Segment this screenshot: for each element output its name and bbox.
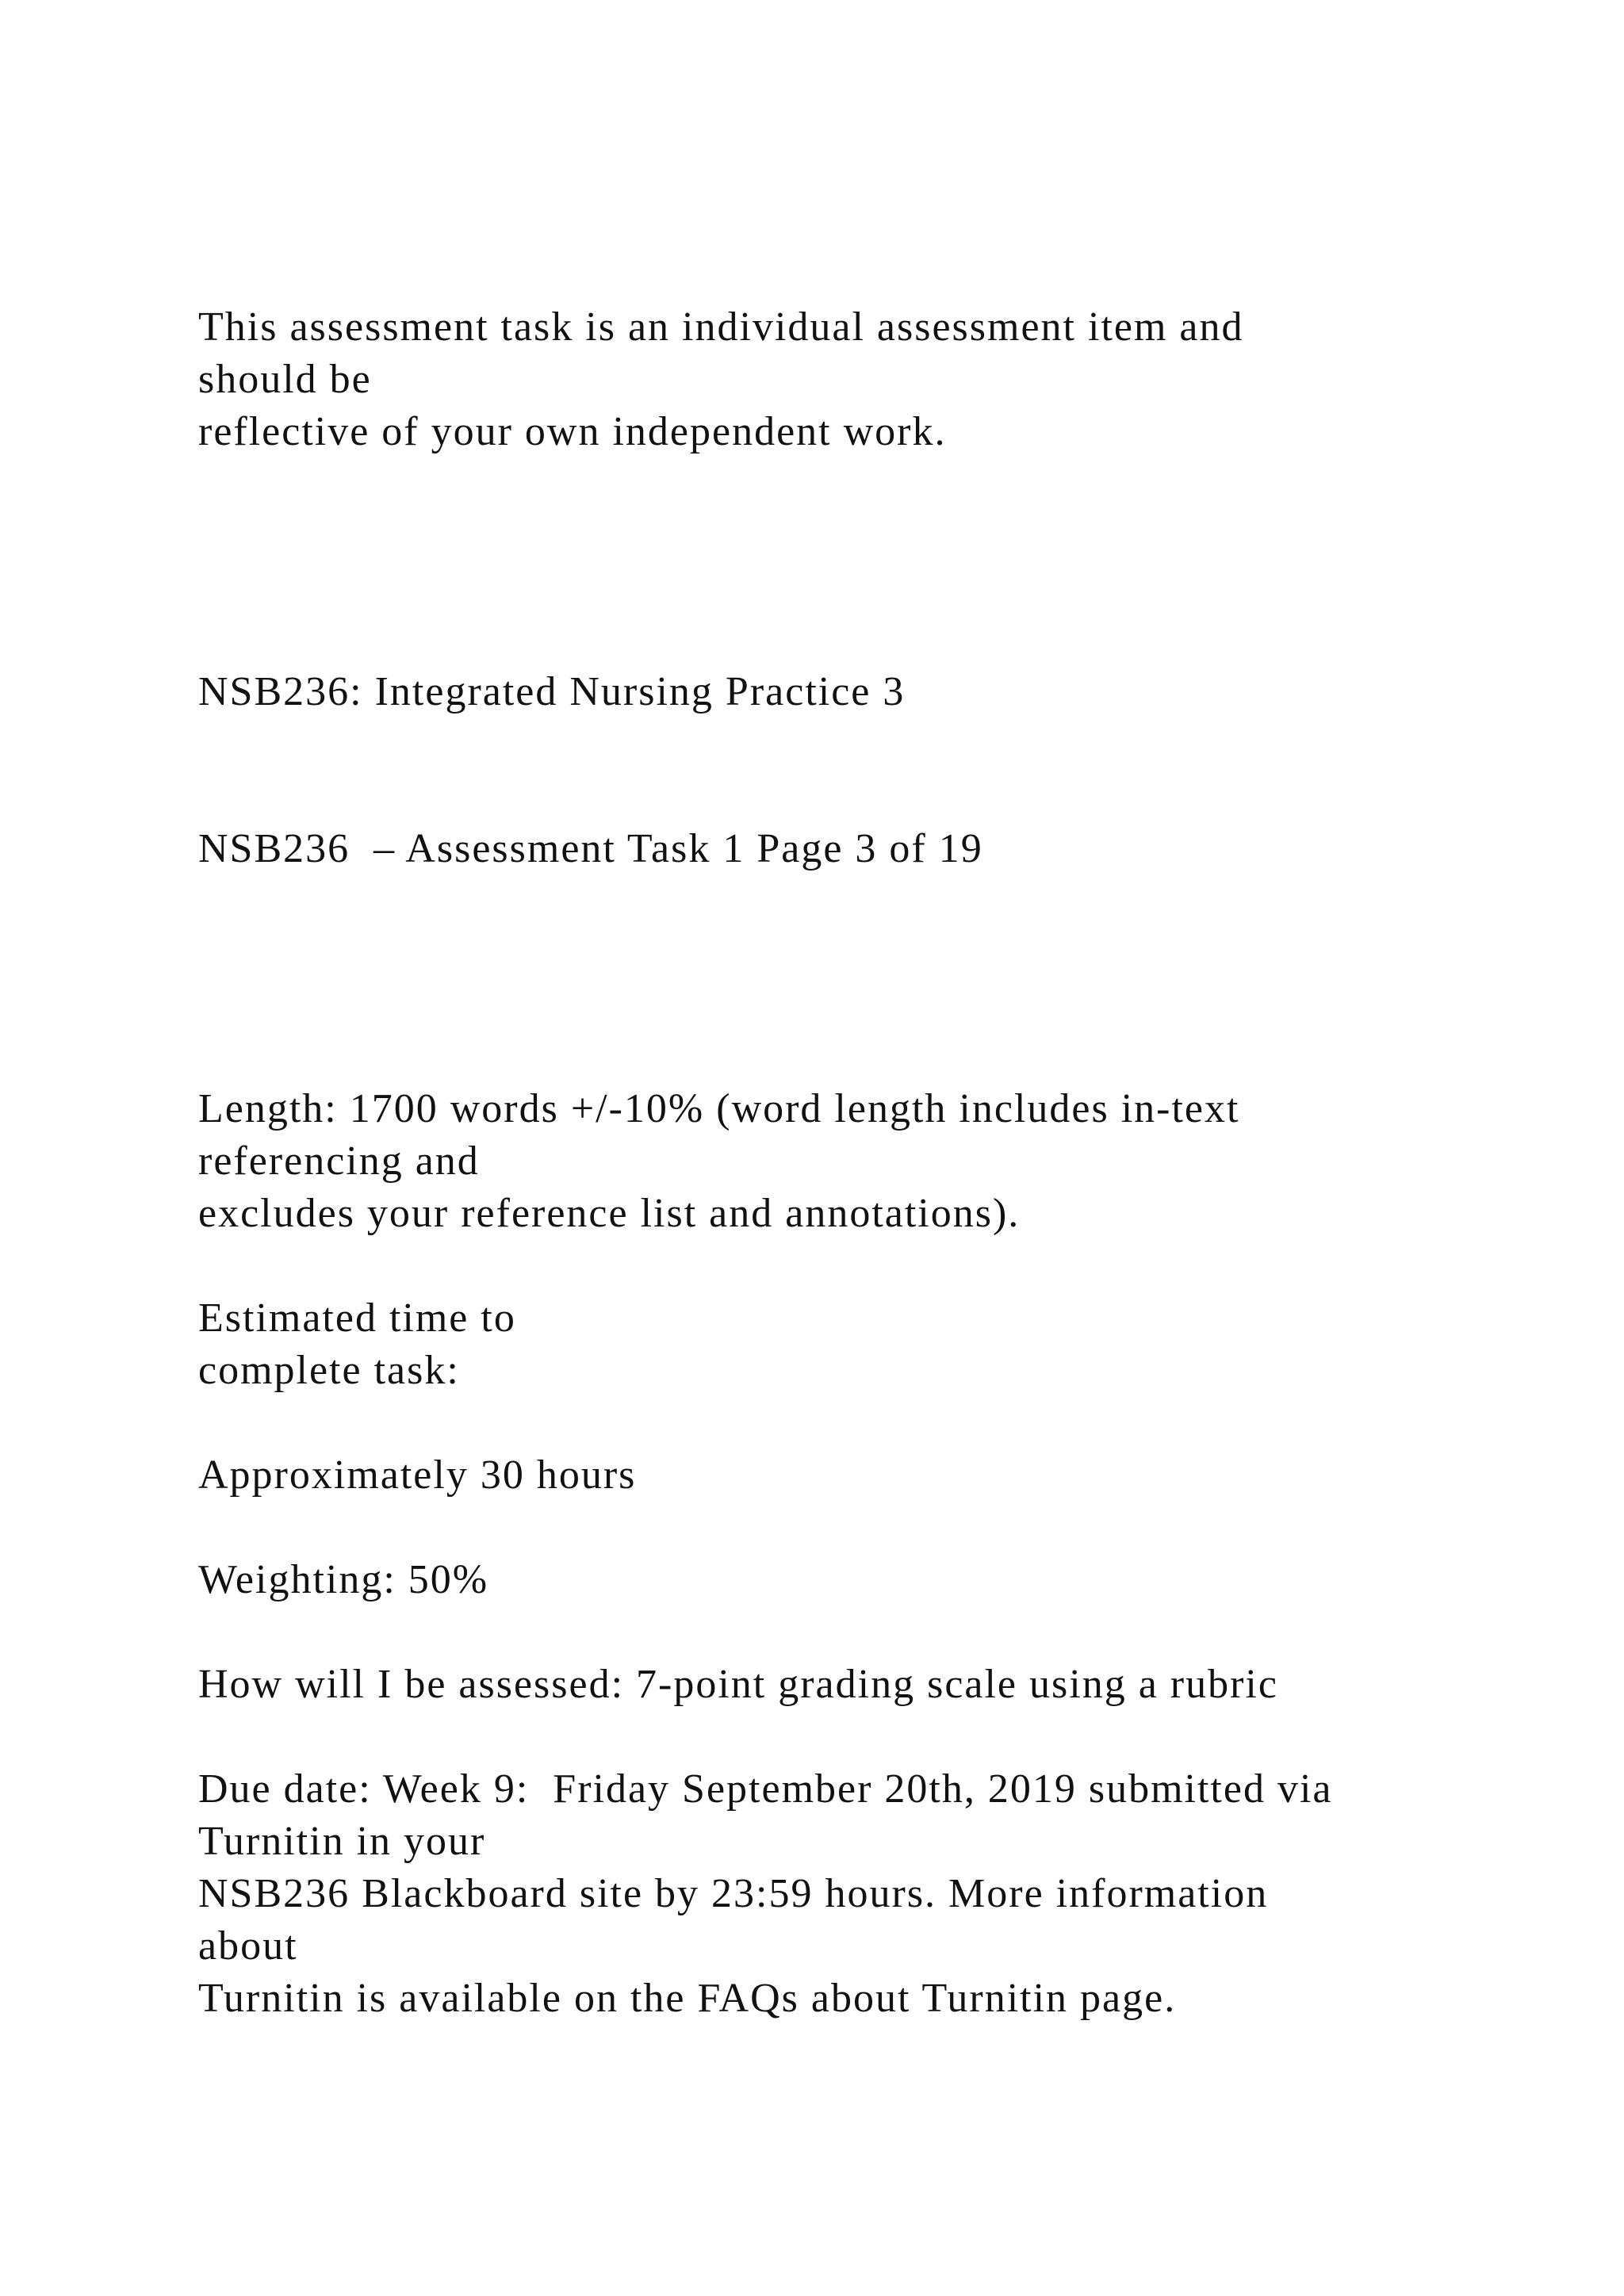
page-header: NSB236 – Assessment Task 1 Page 3 of 19 [198, 826, 983, 871]
due-date-line-5: Turnitin is available on the FAQs about Turnitin page. [198, 1976, 1177, 2021]
assessment-method: How will I be assessed: 7-point grading scale using a rubric [198, 1662, 1278, 1707]
approx-hours: Approximately 30 hours [198, 1452, 637, 1498]
due-date-line-2: Turnitin in your [198, 1819, 486, 1864]
estimated-time-line-1: Estimated time to [198, 1295, 516, 1341]
due-date-line-3: NSB236 Blackboard site by 23:59 hours. More information [198, 1871, 1269, 1916]
intro-line-1: This assessment task is an individual assessment item and [198, 304, 1244, 350]
due-date-line-4: about [198, 1923, 298, 1969]
intro-line-2: should be [198, 357, 372, 402]
estimated-time-line-2: complete task: [198, 1348, 460, 1393]
intro-line-3: reflective of your own independent work. [198, 409, 947, 454]
length-line-1: Length: 1700 words +/-10% (word length includes in-text [198, 1086, 1240, 1131]
due-date-line-1: Due date: Week 9: Friday September 20th, 2019 submitted via [198, 1766, 1333, 1812]
unit-title: NSB236: Integrated Nursing Practice 3 [198, 669, 906, 714]
weighting: Weighting: 50% [198, 1557, 489, 1602]
length-line-3: excludes your reference list and annotations). [198, 1191, 1021, 1236]
length-line-2: referencing and [198, 1138, 480, 1184]
